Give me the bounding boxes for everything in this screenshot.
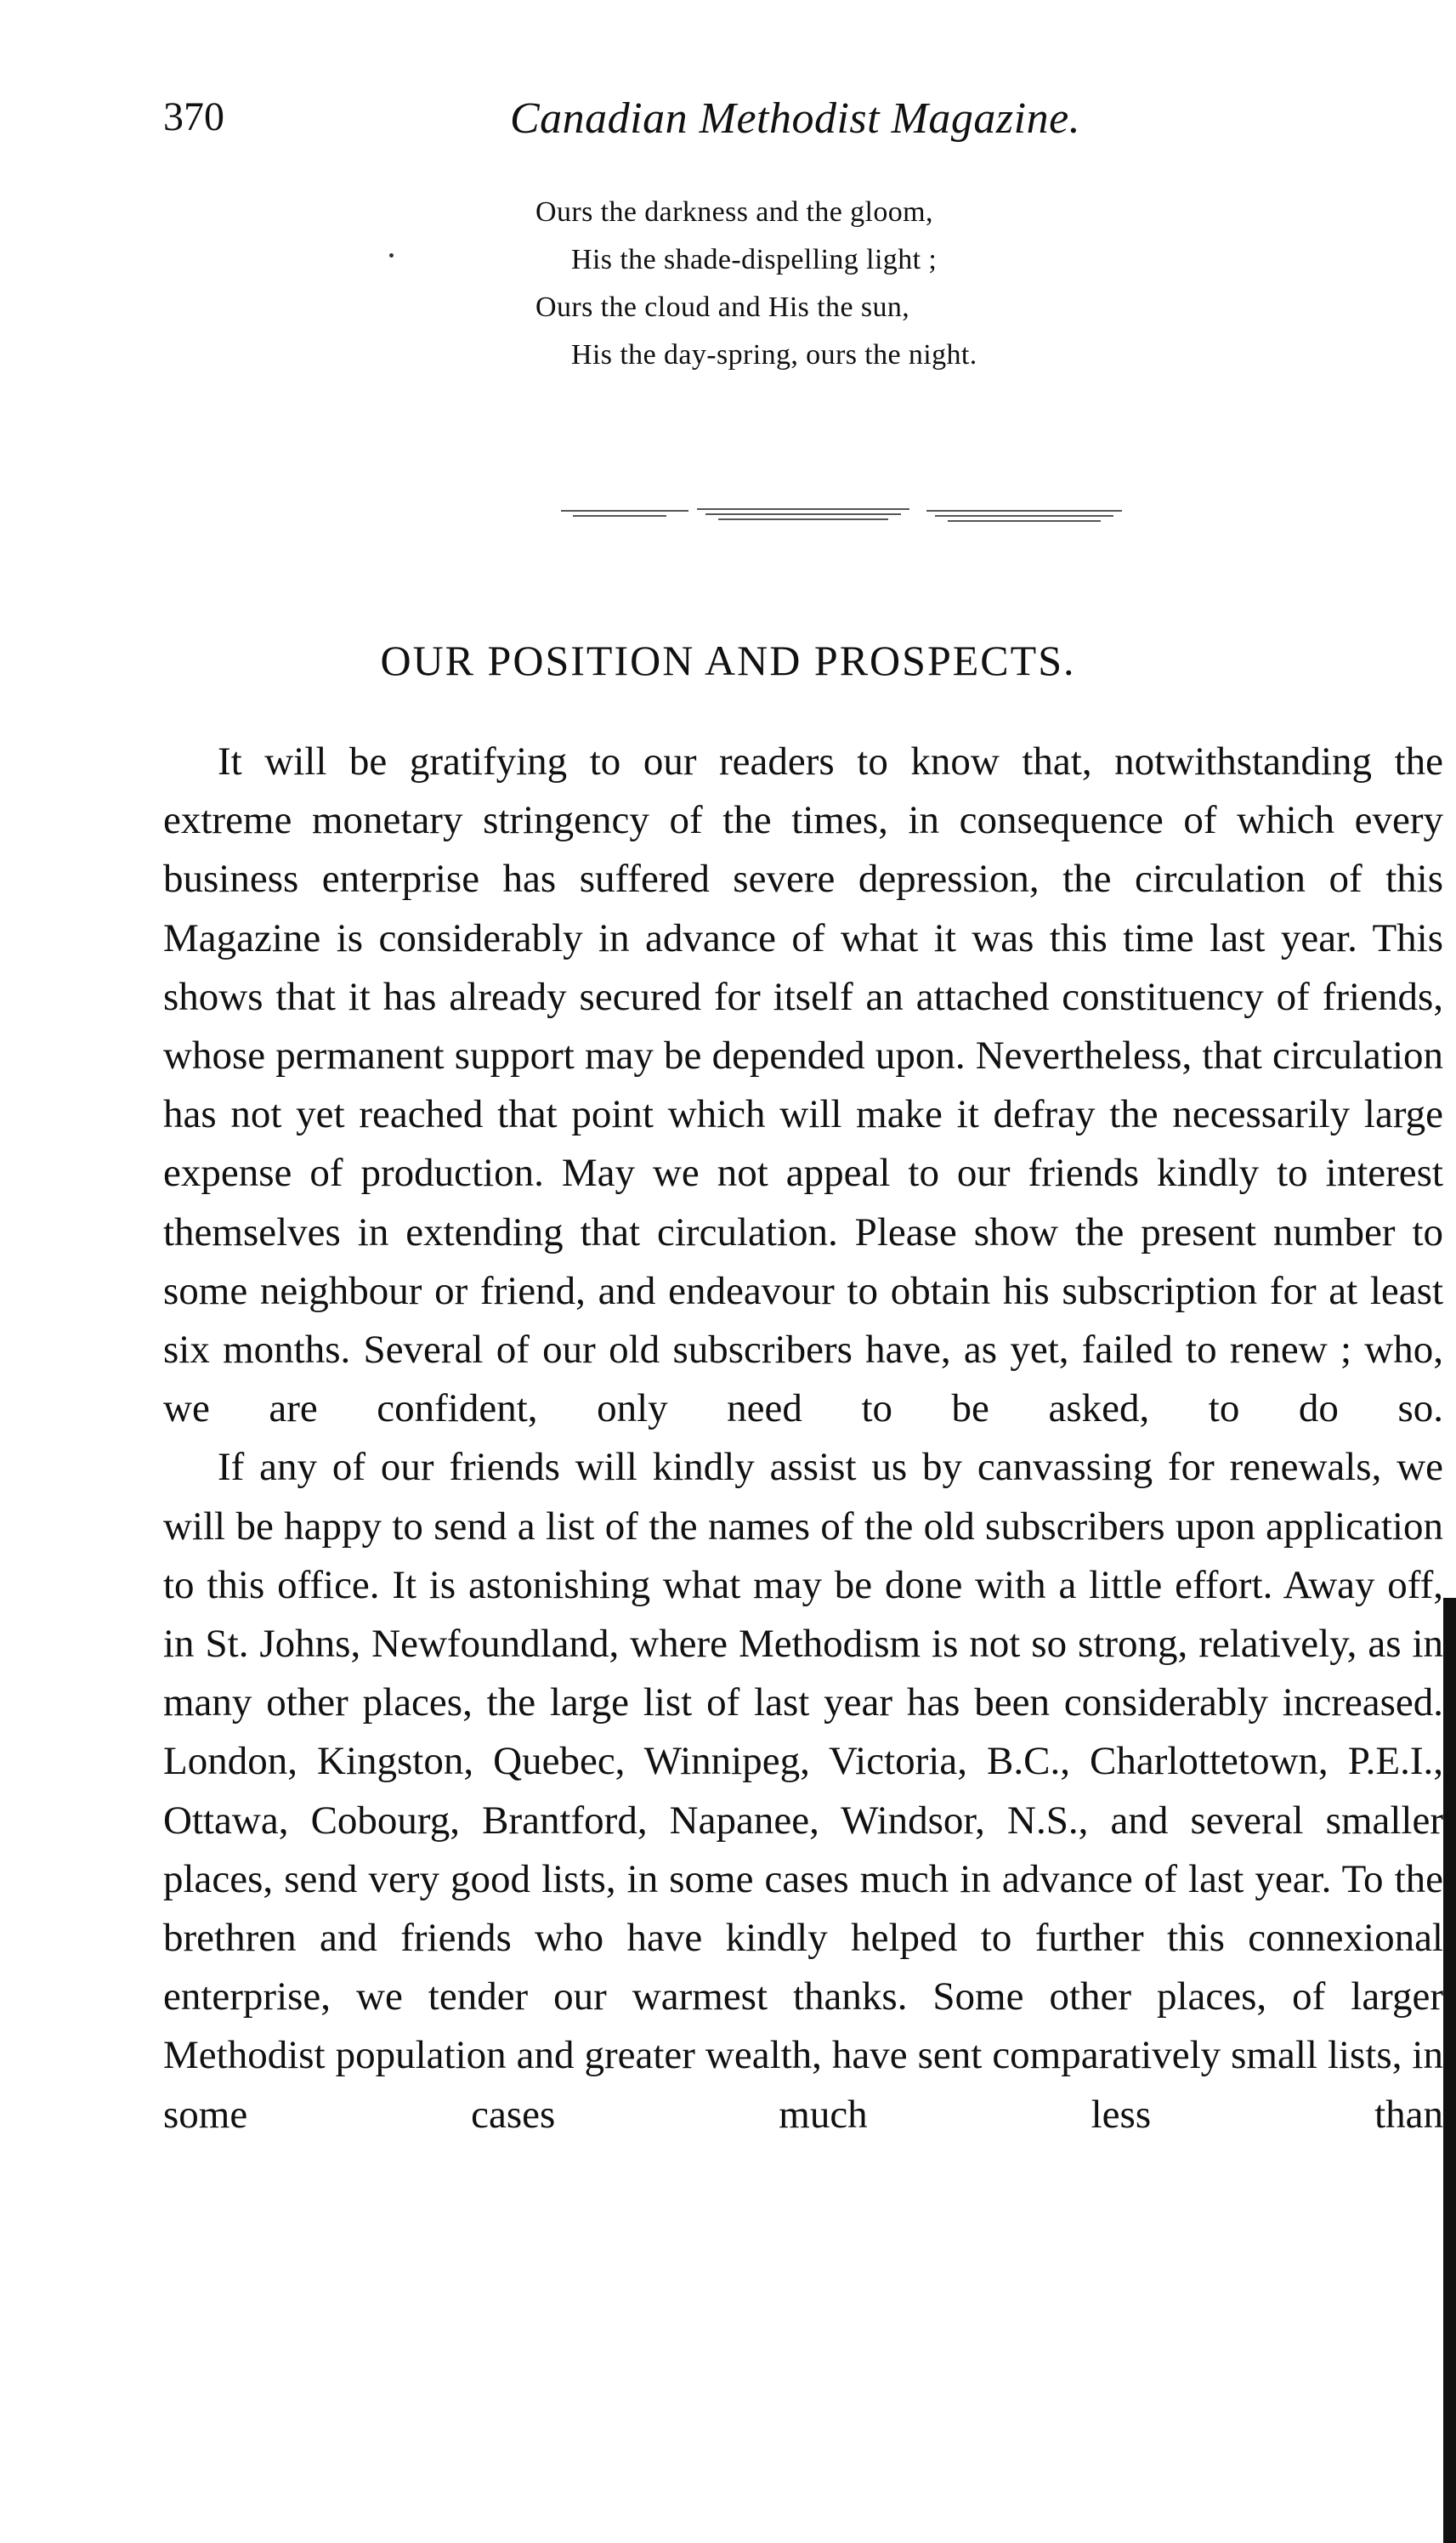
- article-paragraph: If any of our friends will kindly assist us by canvassing for renewals, we will be happy to send a list of the names of the old subscribers upon application to this office. It is astonishing what may be done with a little effort. Away off, in St. Johns, Newfoundland, where Methodism is not so strong, relatively, as in many other places, the large list of last year has been considerably increased. London, Kingston, Quebec, Winnipeg, Victoria, B.C., Charlottetown, P.E.I., Ottawa, Cobourg, Brantford, Napanee, Windsor, N.S., and several smaller places, send very good lists, in some cases much in advance of last year. To the brethren and friends who have kindly helped to further this connexional enterprise, we tender our warmest thanks. Some other places, of larger Methodist population and greater wealth, have sent comparatively small lists, in some cases much less than: [163, 1445, 1443, 2137]
- page-number: 370: [163, 94, 224, 139]
- poem-line: His the day-spring, ours the night.: [571, 339, 977, 371]
- poem-stanza: [535, 189, 977, 379]
- binding-edge-shadow: [1443, 1598, 1456, 2543]
- article-body: [163, 733, 1443, 2144]
- article-paragraph: It will be gratifying to our readers to know that, notwithstanding the extreme monetary stringency of the times, in consequence of which every business enterprise has suffered severe depression, the circulation of this Magazine is considerably in advance of what it was this time last year. This shows that it has already secured for itself an attached constituency of friends, whose permanent support may be depended upon. Nevertheless, that circulation has not yet reached that point which will make it defray the necessarily large expense of production. May we not appeal to our friends kindly to interest themselves in extending that circulation. Please show the present number to some neighbour or friend, and endeavour to obtain his subscription for at least six months. Several of our old subscribers have, as yet, failed to renew ; who, we are confident, only need to be asked, to do so.: [163, 739, 1443, 1431]
- stray-dot: [389, 253, 394, 258]
- poem-line: His the shade-dispelling light ;: [571, 244, 938, 275]
- article-title: OUR POSITION AND PROSPECTS.: [380, 637, 1076, 684]
- running-head: Canadian Methodist Magazine.: [510, 94, 1081, 143]
- poem-line: Ours the cloud and His the sun,: [535, 292, 910, 323]
- section-divider-rule: [561, 503, 1122, 522]
- poem-line: Ours the darkness and the gloom,: [535, 196, 933, 228]
